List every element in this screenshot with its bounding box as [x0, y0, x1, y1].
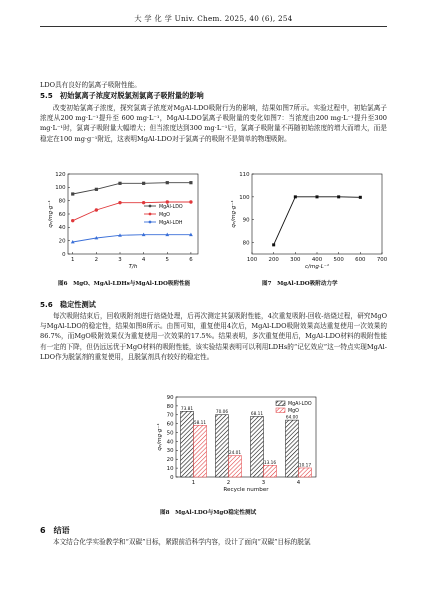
data-point [71, 219, 74, 222]
bar-data-label: 24.01 [228, 451, 242, 457]
section-5-5-paragraph: 改变初始氯离子浓度，探究氯离子浓度对MgAl-LDO吸附行为的影响，结果如图7所示。实验过程中，初始氯离子浓度从200 mg·L⁻¹提升至 600 mg·L⁻¹，MgAl-LDO氯离子吸附量的变化如图7：当浓度由200 mg·L⁻¹提升至300 mg·L⁻¹时，氯离子吸附量大幅增大；但当浓度达到300 mg·L⁻¹后，氯离子吸附量不再随初始浓度的增大而增大，而是稳定在100 mg·g⁻¹附近，这表明MgAl-LDO对于氯离子的吸附不是简单的物理吸附。 [40, 104, 387, 143]
bar-mgal-ldo [251, 416, 264, 477]
legend-label: MgAl-LDO [159, 204, 183, 210]
x-tick-label: 2 [94, 257, 99, 263]
plot-frame [252, 174, 382, 254]
data-point [316, 195, 319, 198]
bar-mgo [299, 468, 312, 477]
section-5-5-title: 5.5 初始氯离子浓度对脱氯剂氯离子吸附量的影响 [40, 91, 204, 100]
x-tick-label: 500 [333, 257, 344, 263]
x-tick-label: 6 [189, 257, 193, 263]
header-rule [40, 26, 387, 27]
x-tick-label: 300 [290, 257, 301, 263]
x-tick-label: 700 [376, 257, 388, 263]
data-point [95, 188, 98, 191]
bar-data-label: 68.11 [250, 411, 264, 417]
y-tick-label: 0 [62, 251, 66, 258]
fig7-axes [239, 172, 388, 263]
fig8-xlabel: Recycle number [223, 487, 269, 493]
section-5-6-paragraph: 每次吸附结束后，回收吸附剂进行焙烧处理，后再次测定其氯吸附性能，4次重复吸附-回收-焙烧过程，研究MgO与MgAl-LDO的稳定性，结果如图8所示。由图可知，重复使用4次后，MgAl-LDO吸附效果高达重复使用一次效果的86.7%，而MgO吸附效果仅为重复使用一次效果的17.5%。结果表明，多次重复使用后，MgAl-LDO材料的吸附性能有一定的下降，但仍远远优于MgO材料的吸附性能，该实验结果表明可以利用LDHs的“记忆效应”这一特点实现MgAl-LDO作为脱氯剂的重复使用，且脱氯剂具有较好的稳定性。 [40, 312, 387, 361]
x-tick-label: 400 [311, 257, 323, 263]
top-line: LDO具有良好的氯离子吸附性能。 [40, 81, 141, 89]
y-tick-label: 80 [58, 198, 66, 205]
x-tick-label: 600 [355, 257, 366, 263]
data-point [95, 208, 98, 211]
data-point [272, 243, 275, 246]
bar-data-label: 10.17 [298, 463, 312, 469]
y-tick-label: 60 [166, 421, 174, 428]
y-tick-label: 20 [58, 238, 66, 245]
bar-data-label: 64.00 [285, 415, 299, 421]
series-line-mgal-ldo [73, 183, 191, 194]
bar-mgal-ldo [181, 411, 194, 477]
section-6-paragraph: 本文结合化学实验教学和“双碳”目标，紧跟前沿科学内容，设计了面向“双碳”目标的脱氯 [53, 538, 311, 546]
y-tick-label: 40 [166, 439, 174, 446]
data-point [294, 195, 297, 198]
fig6-xlabel: T/h [128, 264, 138, 270]
y-tick-label: 20 [166, 457, 174, 464]
legend-label: MgO [159, 212, 170, 218]
fig6-axes [55, 172, 198, 263]
bar-data-label: 13.16 [263, 460, 277, 466]
data-point [189, 181, 192, 184]
x-tick-label: 4 [141, 257, 146, 263]
fig6-ylabel: qₑ/mg·g⁻¹ [48, 200, 54, 228]
y-tick-label: 80 [242, 240, 250, 247]
bar-mgal-ldo [286, 420, 299, 477]
x-tick-label: 1 [191, 480, 196, 486]
legend-label: MgAl-LDH [159, 220, 183, 226]
y-tick-label: 120 [55, 171, 66, 178]
data-point [118, 182, 121, 185]
data-point [337, 195, 340, 198]
y-tick-label: 60 [58, 211, 66, 218]
legend-label: MgO [288, 409, 299, 414]
legend-swatch [276, 408, 285, 413]
data-point [189, 200, 192, 203]
fig7-caption: 图7 MgAl-LDO吸附动力学 [262, 281, 338, 287]
x-tick-label: 200 [268, 257, 279, 263]
legend-marker [149, 213, 152, 216]
y-tick-label: 50 [166, 430, 174, 437]
fig6-legend [144, 204, 183, 226]
y-tick-label: 110 [239, 171, 250, 178]
section-6-title: 6 结语 [40, 526, 70, 535]
fig6-chart [40, 168, 210, 276]
bar-mgo [229, 456, 242, 477]
y-tick-label: 100 [55, 185, 66, 192]
legend-marker [149, 221, 152, 224]
y-tick-label: 70 [166, 412, 174, 419]
y-tick-label: 80 [166, 403, 174, 410]
data-point [166, 200, 169, 203]
x-tick-label: 1 [71, 257, 75, 263]
fig7-marks [272, 195, 362, 246]
series-line-mgal-ldh [73, 235, 191, 242]
legend-label: MgAl-LDO [288, 402, 312, 407]
fig6-caption: 图6 MgO、MgAl-LDHs与MgAl-LDO吸附性能 [58, 281, 191, 287]
x-tick-label: 4 [296, 480, 301, 486]
y-tick-label: 100 [239, 194, 250, 201]
data-point [166, 181, 169, 184]
bar-data-label: 70.06 [215, 410, 229, 416]
bar-data-label: 58.11 [193, 420, 207, 426]
x-tick-label: 100 [246, 257, 258, 263]
x-tick-label: 3 [118, 257, 122, 263]
y-tick-label: 0 [170, 474, 174, 481]
fig8-ylabel: qₑ/mg·g⁻¹ [157, 423, 163, 451]
data-point [118, 201, 121, 204]
fig8-chart [150, 393, 330, 503]
fig6-marks [71, 181, 193, 243]
bar-mgal-ldo [216, 415, 229, 477]
y-tick-label: 40 [58, 225, 66, 232]
x-tick-label: 3 [261, 480, 266, 486]
data-point [142, 182, 145, 185]
data-point [71, 192, 74, 195]
bar-data-label: 73.81 [180, 406, 194, 412]
fig8-marks [181, 406, 312, 477]
data-point [142, 201, 145, 204]
fig7-chart [222, 168, 392, 276]
fig7-xlabel: c/mg·L⁻¹ [304, 264, 330, 270]
legend-swatch [276, 401, 285, 406]
y-tick-label: 90 [166, 394, 174, 401]
y-tick-label: 10 [166, 466, 174, 473]
bar-mgo [264, 465, 277, 477]
series-line [274, 197, 361, 245]
y-tick-label: 90 [242, 217, 250, 224]
x-tick-label: 2 [226, 480, 231, 486]
legend-marker [149, 205, 152, 208]
x-tick-label: 5 [165, 257, 169, 263]
y-tick-label: 30 [166, 448, 174, 455]
fig7-ylabel: qₑ/mg·g⁻¹ [231, 200, 237, 228]
running-header: 大 学 化 学 Univ. Chem. 2025, 40 (6), 254 [134, 14, 293, 23]
fig8-caption: 图8 MgAl-LDO与MgO稳定性测试 [160, 510, 257, 516]
bar-mgo [194, 425, 207, 477]
fig8-legend [276, 401, 312, 414]
data-point [359, 196, 362, 199]
section-5-6-title: 5.6 稳定性测试 [40, 300, 96, 309]
